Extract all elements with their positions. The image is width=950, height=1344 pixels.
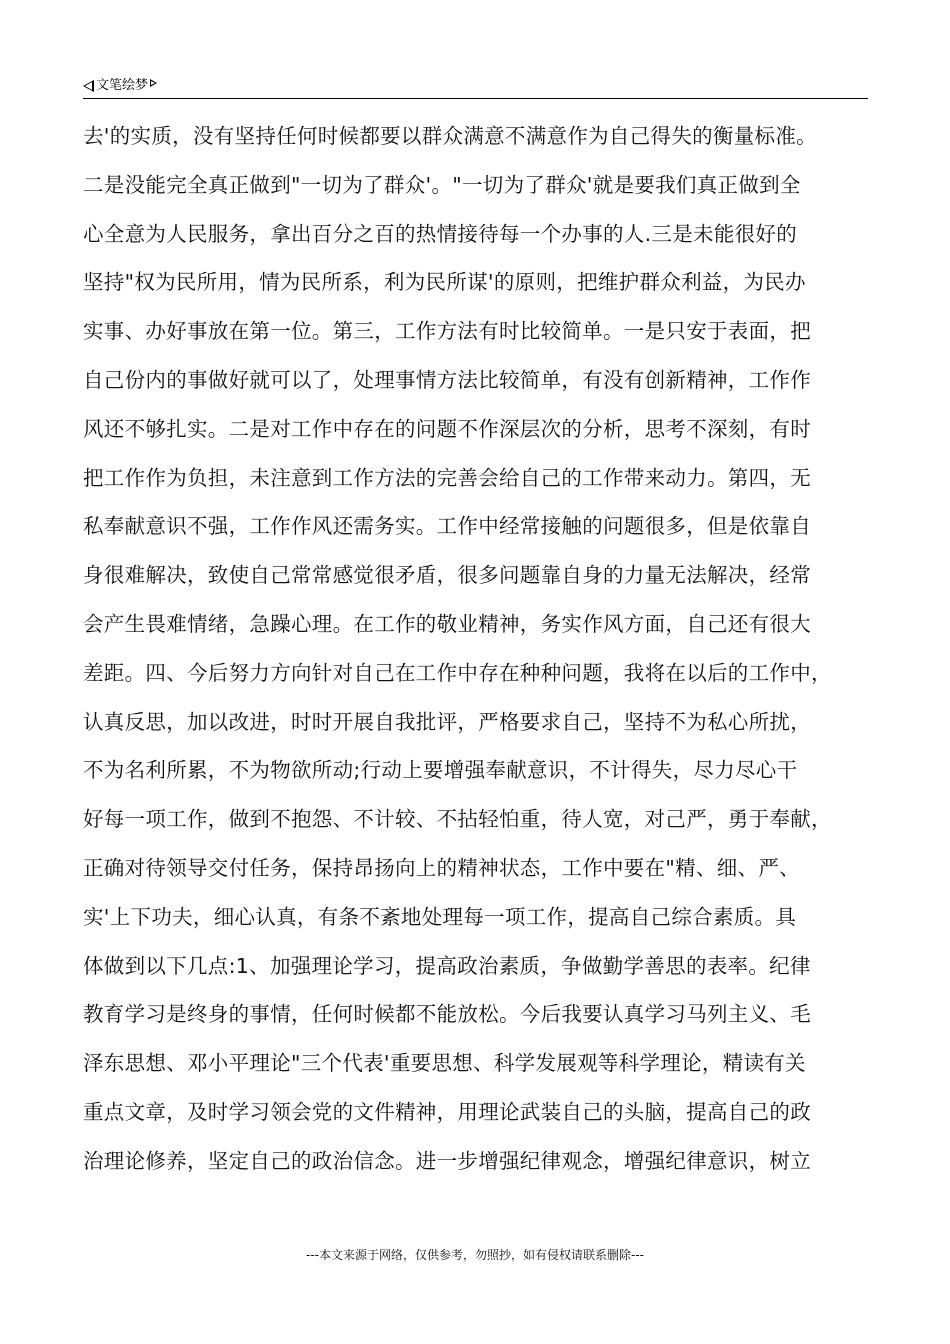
body-line: 身很难解决，致使自己常常感觉很矛盾，很多问题靠自身的力量无法解决，经常 (83, 563, 811, 588)
body-line: 认真反思，加以改进，时时开展自我批评，严格要求自己，坚持不为私心所扰， (83, 709, 811, 734)
page-footer-disclaimer: ---本文来源于网络，仅供参考，勿照抄，如有侵权请联系删除--- (306, 1248, 644, 1262)
body-line: 重点文章，及时学习领会党的文件精神，用理论武装自己的头脑，提高自己的政 (83, 1099, 811, 1124)
body-line: 私奉献意识不强，工作作风还需务实。工作中经常接触的问题很多，但是依靠自 (83, 514, 811, 539)
body-line: 去'的实质，没有坚持任何时候都要以群众满意不满意作为自己得失的衡量标准。 (83, 124, 817, 148)
body-line: 坚持"权为民所用，情为民所系，利为民所谋'的原则，把维护群众利益，为民办 (83, 270, 806, 295)
page-header (83, 76, 868, 99)
triangle-left-icon (83, 80, 94, 92)
body-line: 体做到以下几点:1、加强理论学习，提高政治素质，争做勤学善思的表率。纪律 (83, 953, 811, 978)
body-line: 会产生畏难情绪，急躁心理。在工作的敬业精神，务实作风方面，自己还有很大 (83, 611, 811, 636)
body-line: 实事、办好事放在第一位。第三，工作方法有时比较简单。一是只安于表面，把 (83, 319, 811, 344)
body-line: 正确对待领导交付任务，保持昂扬向上的精神状态，工作中要在"精、细、严、 (83, 855, 800, 880)
body-line: 实'上下功夫，细心认真，有条不紊地处理每一项工作，提高自己综合素质。具 (83, 904, 797, 929)
body-line: 治理论修养，坚定自己的政治信念。进一步增强纪律观念，增强纪律意识，树立 (83, 1148, 811, 1173)
brand-label: 文笔绘梦 (96, 78, 149, 93)
body-line: 心全意为人民服务，拿出百分之百的热情接待每一个办事的人.三是未能很好的 (83, 221, 798, 246)
body-line: 二是没能完全真正做到"一切为了群众'。"一切为了群众'就是要我们真正做到全 (83, 172, 801, 197)
document-body (83, 112, 873, 1186)
body-line: 不为名利所累，不为物欲所动;行动上要增强奉献意识，不计得失，尽力尽心干 (83, 758, 798, 783)
header-brand (83, 76, 157, 96)
body-line: 泽东思想、邓小平理论"三个代表'重要思想、科学发展观等科学理论，精读有关 (83, 1051, 806, 1076)
body-line: 好每一项工作，做到不抱怨、不计较、不拈轻怕重，待人宽，对己严，勇于奉献， (83, 807, 832, 832)
body-line: 差距。四、今后努力方向针对自己在工作中存在种种问题，我将在以后的工作中， (83, 660, 832, 685)
body-line: 自己份内的事做好就可以了，处理事情方法比较简单，有没有创新精神，工作作 (83, 367, 811, 392)
triangle-right-icon (150, 79, 157, 87)
body-line: 把工作作为负担，未注意到工作方法的完善会给自己的工作带来动力。第四，无 (83, 465, 811, 490)
body-line: 风还不够扎实。二是对工作中存在的问题不作深层次的分析，思考不深刻，有时 (83, 416, 811, 441)
body-line: 教育学习是终身的事情，任何时候都不能放松。今后我要认真学习马列主义、毛 (83, 1002, 811, 1027)
